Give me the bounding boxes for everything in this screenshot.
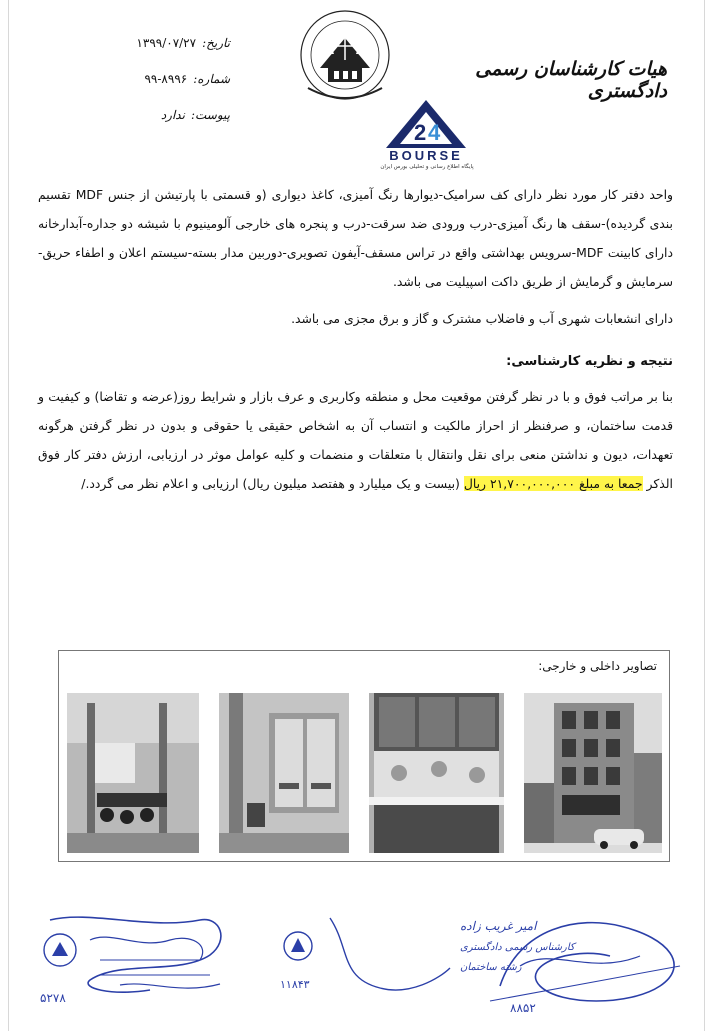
number-label: شماره: (193, 72, 230, 86)
right-signature (480, 906, 700, 1016)
svg-text:امیر غریب زاده: امیر غریب زاده (460, 919, 537, 933)
attachment-value: ندارد (160, 108, 185, 122)
page-border (8, 0, 705, 1031)
svg-text:رشته ساختمان: رشته ساختمان (460, 962, 522, 973)
photos-caption: تصاویر داخلی و خارجی: (538, 659, 657, 673)
number-row (100, 72, 230, 108)
justice-seal-logo (298, 8, 392, 106)
date-label: تاریخ: (202, 36, 230, 50)
conclusion-paragraph (38, 382, 673, 498)
kitchen-cabinet-photo (369, 693, 504, 853)
bourse-wordmark: BOURSE (389, 148, 463, 163)
description-paragraph: واحد دفتر کار مورد نظر دارای کف سرامیک-دیوارها رنگ آمیزی، کاغذ دیواری (و قسمتی با پارتیشن از جنس MDF تقسیم بندی گردیده)-سقف ها رنگ آمیزی-درب ورودی ضد سرقت-درب و پنجره های خارجی آلومینیوم با شیشه دو جداره-آبدارخانه دارای کابینت MDF-سرویس بهداشتی واقع در تراس مسقف-آیفون تصویری-دوربین مدار بسته-سیستم اعلان و اطفاء حریق-سرمایش و گرمایش از طریق داکت اسپیلیت می باشد. (38, 187, 673, 289)
svg-text:۱۱۸۴۳: ۱۱۸۴۳ (280, 978, 310, 991)
appraised-value-highlight: جمعا به مبلغ ۲۱,۷۰۰,۰۰۰,۰۰۰ ریال (463, 476, 643, 491)
number-value: ۹۹-۸۹۹۶ (144, 72, 188, 86)
date-value: ۱۳۹۹/۰۷/۲۷ (136, 36, 197, 50)
header-meta (100, 36, 230, 144)
photos-box (58, 650, 670, 862)
attachment-row (100, 108, 230, 144)
section-heading: نتیجه و نظریه کارشناسی: (506, 354, 673, 369)
svg-text:4: 4 (428, 120, 441, 145)
exterior-building-photo (524, 693, 662, 853)
conclusion-text-end: (بیست و یک میلیارد و هفتصد میلیون ریال) ارزیابی و اعلام نظر می گردد./ (81, 476, 460, 491)
org-title: هیات کارشناسان رسمی دادگستری (475, 58, 667, 102)
meeting-room-photo (67, 693, 199, 853)
bourse-subtitle: پایگاه اطلاع رسانی و تحلیلی بورس ایران (380, 164, 474, 170)
conclusion-text-start: بنا بر مراتب فوق و با در نظر گرفتن موقعیت محل و منطقه وکاربری و عرف بازار و شرایط روز(عرضه و تقاضا) و کیفیت و قدمت ساختمان، و صرفنظر از احراز مالکیت و انتساب آن به اشخاص حقیقی یا حقوقی و بدون در نظر گرفتن هرگونه تعهدات، دیون و نداشتن منعی برای نقل وانتقال با متعلقات و منضمات و کلیه عوامل موثر در ارزیابی، ارزش دفتر کار فوق الذکر (38, 389, 673, 491)
svg-text:کارشناس رسمی دادگستری: کارشناس رسمی دادگستری (460, 942, 575, 953)
svg-text:2: 2 (414, 120, 427, 145)
svg-text:۵۲۷۸: ۵۲۷۸ (40, 991, 66, 1005)
utilities-paragraph: دارای انشعابات شهری آب و فاضلاب مشترک و گاز و برق مجزی می باشد. (291, 311, 673, 326)
attachment-label: پیوست: (190, 108, 230, 122)
date-row (100, 36, 230, 72)
office-room-photo (219, 693, 349, 853)
document-body (38, 180, 673, 498)
svg-text:۸۸۵۲: ۸۸۵۲ (510, 1001, 536, 1015)
left-signature-stamp (30, 900, 250, 1010)
